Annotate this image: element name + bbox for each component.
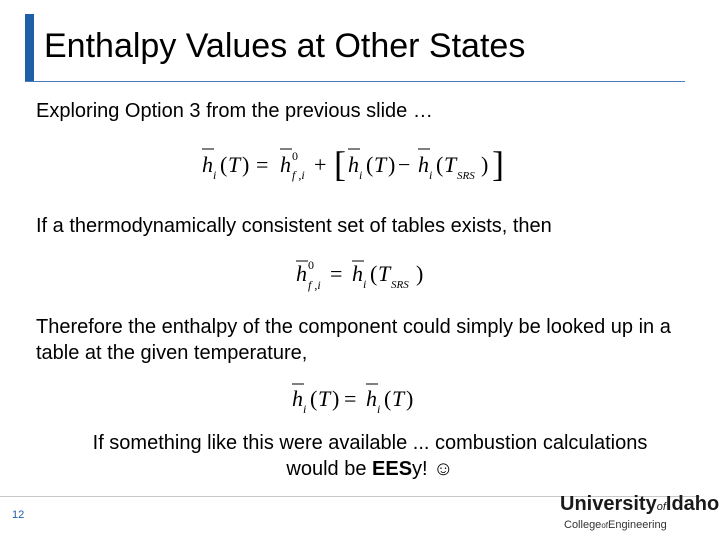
svg-text:): ) [242, 152, 250, 177]
svg-text:h: h [352, 261, 363, 286]
equation-1 [196, 140, 526, 190]
svg-text:h: h [366, 386, 377, 411]
page-number: 12 [12, 509, 25, 521]
svg-text:): ) [332, 386, 340, 411]
svg-text:h: h [296, 261, 307, 286]
svg-text:): ) [406, 386, 414, 411]
svg-text:T: T [444, 152, 457, 177]
svg-text:−: − [398, 152, 411, 177]
title-divider [25, 81, 685, 82]
svg-text:i: i [213, 168, 217, 182]
svg-text:f ,i: f ,i [308, 278, 321, 292]
closing-text-end: y! ☺ [412, 458, 454, 480]
closing-text [90, 430, 650, 482]
therefore-text: Therefore the enthalpy of the component could simply be looked up in a table at the given temperature, [36, 316, 671, 364]
svg-text:T: T [374, 152, 387, 177]
logo-part-2: Idaho [665, 493, 720, 515]
svg-text:h: h [348, 152, 359, 177]
equation-2 [290, 255, 440, 297]
svg-text:0: 0 [292, 149, 298, 163]
college-part-1: College [564, 519, 602, 531]
college-part-2: Engineering [607, 519, 667, 531]
logo-wordmark [560, 493, 719, 516]
svg-text:): ) [481, 152, 489, 177]
consistent-tables-text: If a thermodynamically consistent set of tables exists, then [36, 215, 552, 237]
svg-text:[: [ [334, 144, 346, 184]
svg-text:i: i [429, 168, 433, 182]
svg-text:(: ( [384, 386, 392, 411]
svg-text:(: ( [310, 386, 318, 411]
svg-text:]: ] [492, 144, 504, 184]
intro-text: Exploring Option 3 from the previous slide … [36, 100, 433, 122]
closing-text-bold: EES [372, 458, 413, 480]
svg-text:): ) [416, 261, 424, 286]
svg-text:i: i [359, 168, 363, 182]
svg-text:h: h [292, 386, 303, 411]
svg-text:(: ( [436, 152, 444, 177]
svg-text:=: = [256, 152, 269, 177]
svg-text:SRS: SRS [391, 279, 409, 291]
equation-3 [286, 378, 436, 418]
svg-text:SRS: SRS [457, 170, 475, 182]
svg-text:0: 0 [308, 258, 314, 272]
svg-text:=: = [344, 386, 357, 411]
closing-text-start: If something like this were available ... combustion calculations would be [92, 432, 648, 480]
logo-of: of [656, 501, 666, 513]
svg-text:=: = [330, 261, 343, 286]
university-logo [560, 493, 720, 537]
svg-text:T: T [378, 261, 391, 286]
svg-text:h: h [418, 152, 429, 177]
svg-text:i: i [363, 277, 367, 291]
svg-text:+: + [314, 152, 327, 177]
svg-text:f ,i: f ,i [292, 168, 305, 182]
svg-text:(: ( [370, 261, 378, 286]
svg-text:(: ( [220, 152, 228, 177]
college-name [564, 519, 667, 531]
svg-text:T: T [318, 386, 331, 411]
logo-part-1: University [560, 493, 657, 515]
svg-text:i: i [377, 402, 381, 416]
college-of: of [601, 521, 608, 530]
svg-text:h: h [202, 152, 213, 177]
svg-text:T: T [392, 386, 405, 411]
svg-text:(: ( [366, 152, 374, 177]
title-accent-bar [25, 14, 34, 82]
svg-text:): ) [388, 152, 396, 177]
slide-title: Enthalpy Values at Other States [44, 27, 526, 65]
svg-text:h: h [280, 152, 291, 177]
svg-text:T: T [228, 152, 241, 177]
svg-text:i: i [303, 402, 307, 416]
